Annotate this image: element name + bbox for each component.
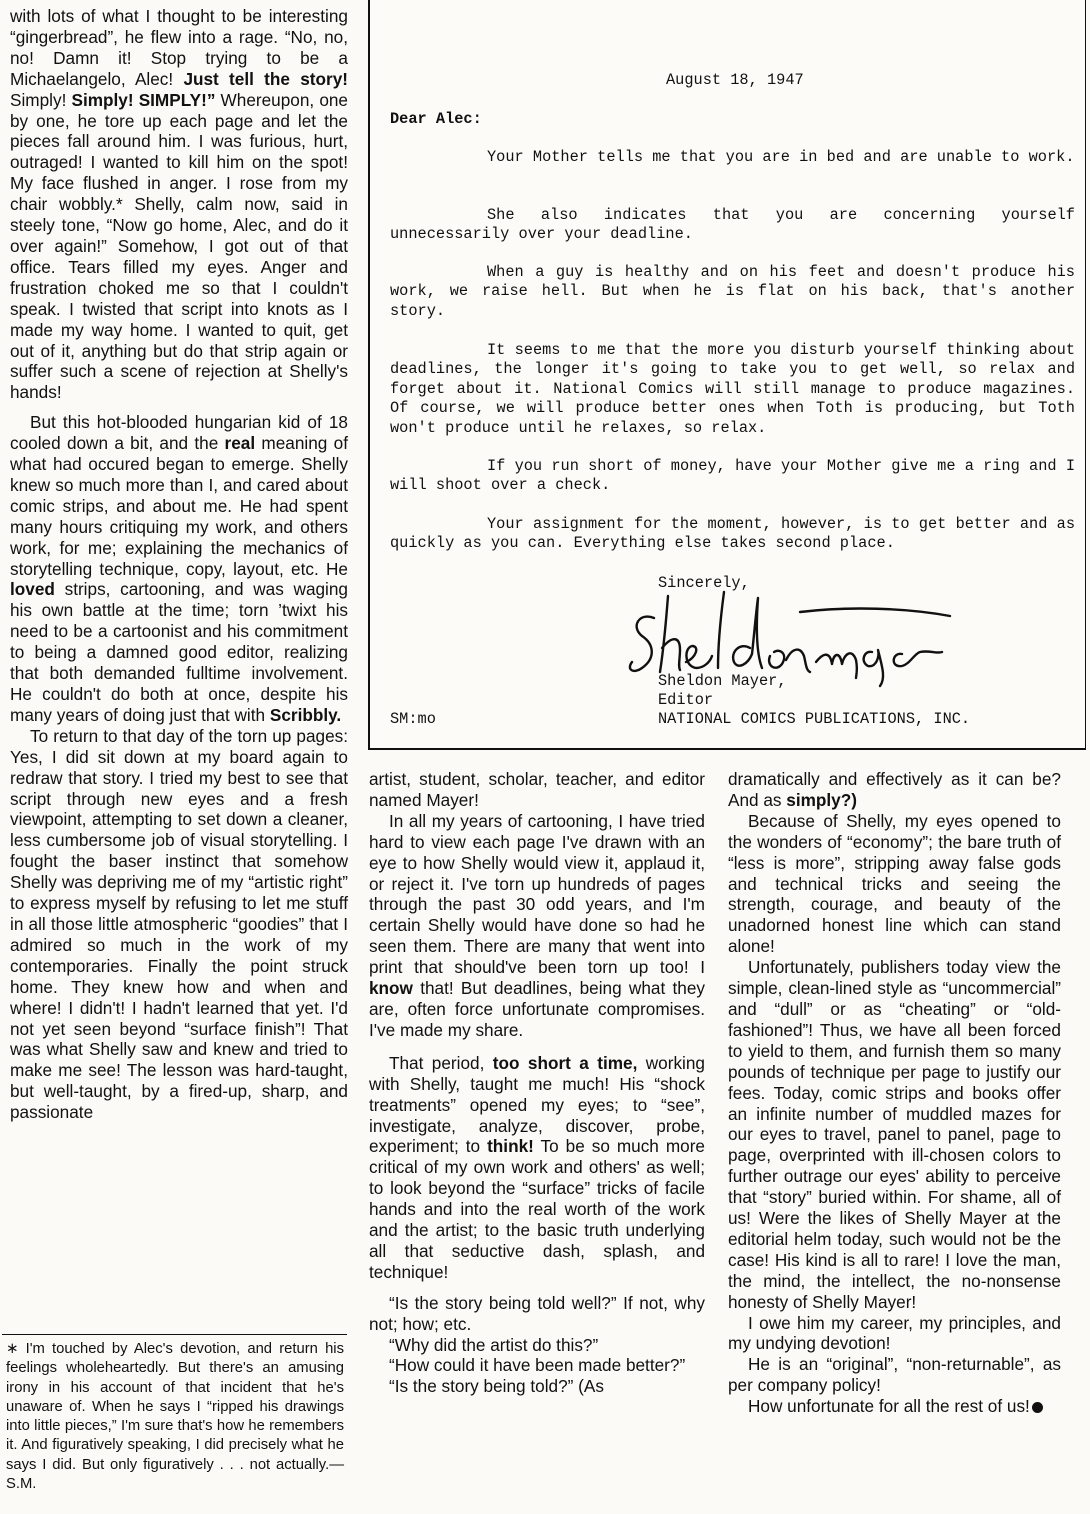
article-paragraph: Unfortunately, publishers today view the simple, clean-lined style as “uncommercial” and “dull” or as “cheating” or “old-fashioned”! Thus, we have all been forced to yield to them, and furnish them so many pounds of technique per page to justify our fees. Today, comic strips and books offer an infinite number of muddled mazes for our eyes to travel, panel to panel, page to page, overprinted with ill-chosen colors to further outrage our eyes' ability to perceive that “story” buried within. For shame, all of us! Were the likes of Shelly Mayer at the editorial helm today, such would not be the case! His kind is all to rare! I love the man, the mind, the intellect, the no-nonsense honesty of Shelly Mayer!: [728, 957, 1061, 1312]
letter-paragraph: It seems to me that the more you disturb yourself thinking about deadlines, the longer it's going to take you to get well, so relax and forget about it. National Comics will still manage to produce magazines. Of course, we will produce better ones when Toth is producing, but Toth won't produce until he relaxes, so relax.: [390, 341, 1075, 437]
article-paragraph: To return to that day of the torn up pages: Yes, I did sit down at my board again to redraw that story. I tried my best to see that script through new eyes and a fresh viewpoint, attempting to set down a cleaner, less cumbersome job of visual storytelling. I fought the baser instinct that somehow Shelly was depriving me of my “artistic right” to express myself by refusing to let me stuff in all those little atmospheric “goodies” that I admired so much in the work of my contemporaries. Finally the point struck home. They knew how and when and where! I didn't! I hadn't learned that yet. I'd not yet seen beyond “surface finish”! That was what Shelly saw and knew and tried to make me see! The lesson was hard-taught, but well-taught, by a fired-up, sharp, and passionate: [10, 725, 348, 1123]
article-column-2: [369, 769, 705, 1397]
footnote-divider: [2, 1334, 347, 1335]
article-paragraph: But this hot-blooded hungarian kid of 18 cooled down a bit, and the real meaning of what had occured began to emerge. Shelly knew so much more than I, and cared about comic strips, and about me. He had spent many hours critiquing my work, and others work, for me; explaining the mechanics of storytelling technique, copy, layout, etc. He loved strips, cartooning, and was waging his own battle at the time; torn ’twixt his need to be a cartoonist and his commitment to being a damned good editor, realizing that both demanded fulltime involvement. He couldn't do both at once, despite his many years of doing just that with Scribbly.: [10, 412, 348, 725]
article-paragraph: “How could it have been made better?”: [389, 1355, 686, 1376]
signer-name: Sheldon Mayer,: [658, 672, 787, 690]
letter-company: NATIONAL COMICS PUBLICATIONS, INC.: [658, 710, 971, 728]
article-column-1: [10, 6, 348, 1123]
letter-paragraph: She also indicates that you are concerning yourself unnecessarily over your deadline.: [390, 206, 1075, 244]
letter-date: August 18, 1947: [666, 71, 804, 89]
article-paragraph: He is an “original”, “non-returnable”, as per company policy!: [728, 1354, 1061, 1396]
letter-salutation: Dear Alec:: [390, 110, 482, 128]
letter-paragraph: When a guy is healthy and on his feet and doesn't produce his work, we raise hell. But when he is flat on his back, that's another story.: [390, 263, 1075, 320]
closing-sentence: How unfortunate for all the rest of us!: [748, 1396, 1030, 1417]
article-paragraph: artist, student, scholar, teacher, and editor named Mayer!: [369, 769, 705, 810]
article-column-3: [728, 769, 1061, 1417]
article-paragraph: [728, 1396, 1061, 1417]
mayer-letter: [368, 0, 1086, 750]
letter-closing: Sincerely,: [658, 574, 750, 592]
signer-title: Editor: [658, 691, 714, 709]
editor-footnote: ∗ I'm touched by Alec's devotion, and return his feelings wholeheartedly. But there's an amusing irony in his account of that incident that he's unaware of. When he says I “ripped his drawings into little pieces,” I'm sure that's how he remembers it. And figuratively speaking, I did precisely what he says I did. But only figuratively . . . not actually.—S.M.: [6, 1341, 344, 1493]
letter-paragraph: Your assignment for the moment, however, is to get better and as quickly as you can. Everything else takes second place.: [390, 515, 1075, 553]
article-paragraph: dramatically and effectively as it can be? And as simply?): [728, 769, 1061, 810]
article-paragraph: with lots of what I thought to be interesting “gingerbread”, he flew into a rage. “No, no, no! Damn it! Stop trying to be a Michaelangelo, Alec! Just tell the story! Simply! Simply! SIMPLY!” Whereupon, one by one, he tore up each page and let the pieces fall around him. I was furious, hurt, outraged! I wanted to kill him on the spot! My face flushed in anger. I rose from my chair wobbly.* Shelly, calm now, said in steely tone, “Now go home, Alec, and do it over again!” Somehow, I got out of that office. Tears filled my eyes. Anger and frustration choked me so that I couldn't speak. I twisted that script into knots as I made my way home. I wanted to quit, get out of it, anything but do that strip again or suffer such a scene of rejection at Shelly's hands!: [10, 6, 348, 403]
article-paragraph: “Why did the artist do this?”: [389, 1334, 599, 1355]
article-paragraph: “Is the story being told?” (As: [389, 1376, 604, 1397]
article-paragraph: In all my years of cartooning, I have tried hard to view each page I've drawn with an eye to how Shelly would view it, applaud it, or reject it. I've torn up hundreds of pages through the past 30 odd years, and I'm certain Shelly would have done so had he seen them. There are many that went into print that should've been torn up too! I know that! But deadlines, being what they are, often force unfortunate compromises. I've made my share.: [369, 810, 705, 1040]
letter-reference-initials: SM:mo: [390, 710, 436, 728]
article-paragraph: “Is the story being told well?” If not, why not; how; etc.: [369, 1292, 705, 1334]
end-mark-icon: [1032, 1402, 1043, 1413]
article-paragraph: I owe him my career, my principles, and my undying devotion!: [728, 1312, 1061, 1354]
article-paragraph: Because of Shelly, my eyes opened to the wonders of “economy”; the bare truth of “less is more”, stripping away false gods and technical tricks and seeing the strength, courage, and beauty of the unadorned honest line which can stand alone!: [728, 810, 1061, 957]
letter-paragraph: If you run short of money, have your Mother give me a ring and I will shoot over a check.: [390, 457, 1075, 495]
letter-paragraph: Your Mother tells me that you are in bed and are unable to work.: [487, 148, 1075, 166]
article-paragraph: That period, too short a time, working with Shelly, taught me much! His “shock treatments” opened my eyes; to “see”, investigate, analyze, discover, probe, experiment; to think! To be so much more critical of my own work and others' as well; to look beyond the “surface” tricks of facile hands and into the real worth of the work and the artist; to the basic truth underlying all that seductive dash, splash, and technique!: [369, 1052, 705, 1282]
